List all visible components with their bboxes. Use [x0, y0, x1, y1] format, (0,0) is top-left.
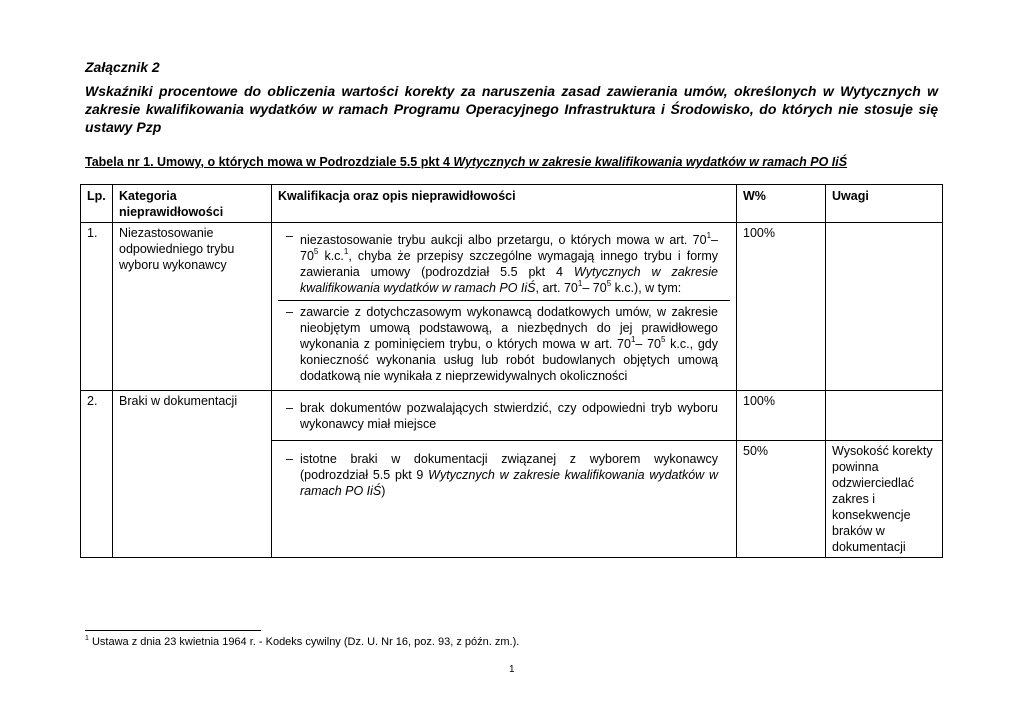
row2-sub2-weight: 50% — [737, 441, 826, 558]
table-caption — [85, 155, 847, 169]
row1-item1-f: – 70 — [582, 281, 607, 295]
header-qualification: Kwalifikacja oraz opis nieprawidłowości — [272, 185, 737, 223]
row1-weight: 100% — [737, 223, 826, 391]
row1-item2-c: k.c., gdy konieczność wykonania usług lub robót budowlanych objętych umową dodatkową nie wynikała z nieprzewidywalnych okoliczności — [300, 337, 718, 383]
row1-remarks — [826, 223, 943, 391]
header-remarks: Uwagi — [826, 185, 943, 223]
row2-sub2-b: ) — [381, 484, 386, 498]
row1-item1-e: , art. 70 — [535, 281, 578, 295]
superscript: 1 — [577, 279, 583, 288]
superscript: 1 — [630, 335, 636, 344]
dash-bullet: – — [286, 401, 293, 415]
page-number: 1 — [509, 664, 515, 675]
document-heading: Wskaźniki procentowe do obliczenia wartości korekty za naruszenia zasad zawierania umów, określonych w Wytycznych w zakresie kwalifikowania wydatków w ramach Programu Operacyjnego Infrastruktura i Środowisko, do których nie stosuje się ustawy Pzp — [85, 83, 938, 135]
header-weight: W% — [737, 185, 826, 223]
table-caption-prefix: Tabela nr 1. Umowy, o których mowa w Podrozdziale 5.5 pkt 4 — [85, 155, 454, 169]
footnote — [85, 636, 519, 648]
row2-sub2-qualification — [272, 441, 737, 558]
table-row — [81, 391, 943, 441]
row1-item2-b: – 70 — [635, 337, 661, 351]
row2-sub1-weight: 100% — [737, 391, 826, 441]
footnote-divider — [85, 630, 261, 631]
row2-category: Braki w dokumentacji — [113, 391, 272, 558]
row1-item1-italic: Wytycznych w zakresie kwalifikowania wydatków w ramach PO IiŚ — [300, 265, 718, 295]
row1-item1-b: – 70 — [300, 233, 718, 263]
row1-item1 — [278, 225, 730, 300]
row2-sub2-italic: Wytycznych w zakresie kwalifikowania wydatków w ramach PO IiŚ — [300, 468, 718, 498]
row1-item2-a: zawarcie z dotychczasowym wykonawcą dodatkowych umów, w zakresie nieobjętym umową podstawową, a niezbędnych do jej prawidłowego wykonania z pominięciem trybu, o których mowa w art. 70 — [300, 305, 718, 351]
footnote-text: Ustawa z dnia 23 kwietnia 1964 r. - Kodeks cywilny (Dz. U. Nr 16, poz. 93, z późn. zm.). — [88, 636, 520, 648]
row1-item1-text — [300, 232, 718, 296]
row1-item1-d: , chyba że przepisy szczególne wymagają innego trybu i formy zawierania umowy (podrozdział 5.5 pkt 4 — [300, 249, 718, 279]
row1-item1-c: k.c. — [318, 249, 344, 263]
superscript: 5 — [313, 247, 319, 256]
row2-sub2 — [278, 443, 730, 503]
footnote-ref[interactable]: 1 — [343, 247, 349, 256]
row1-qualification — [272, 223, 737, 391]
superscript: 5 — [660, 335, 666, 344]
annex-title: Załącznik 2 — [85, 59, 160, 75]
dash-bullet: – — [286, 305, 293, 319]
header-lp: Lp. — [81, 185, 113, 223]
row1-category: Niezastosowanie odpowiedniego trybu wyboru wykonawcy — [113, 223, 272, 391]
superscript: 5 — [606, 279, 612, 288]
row2-sub1-remarks — [826, 391, 943, 441]
row2-lp: 2. — [81, 391, 113, 558]
header-category: Kategoria nieprawidłowości — [113, 185, 272, 223]
row2-sub2-text — [300, 451, 718, 499]
table-header-row — [81, 185, 943, 223]
row1-item2 — [278, 300, 730, 388]
row1-item1-a: niezastosowanie trybu aukcji albo przetargu, o których mowa w art. 70 — [300, 233, 707, 247]
row1-item1-g: k.c.), w tym: — [611, 281, 682, 295]
row2-sub2-remarks: Wysokość korekty powinna odzwierciedlać zakres i konsekwencje braków w dokumentacji — [826, 441, 943, 558]
row1-lp: 1. — [81, 223, 113, 391]
row2-sub1-qualification — [272, 391, 737, 441]
table-row — [81, 223, 943, 391]
corrections-table — [80, 184, 943, 558]
row2-sub1 — [278, 393, 730, 438]
dash-bullet: – — [286, 452, 293, 466]
dash-bullet: – — [286, 229, 293, 243]
footnote-marker: 1 — [85, 635, 89, 642]
superscript: 1 — [706, 231, 712, 240]
row2-sub1-text: brak dokumentów pozwalających stwierdzić, czy odpowiedni tryb wyboru wykonawcy miał miejsce — [300, 401, 718, 431]
row1-item2-text — [300, 304, 718, 384]
table-caption-italic: Wytycznych w zakresie kwalifikowania wydatków w ramach PO IiŚ — [453, 155, 848, 169]
row2-sub2-a: istotne braki w dokumentacji związanej z wyborem wykonawcy (podrozdział 5.5 pkt 9 — [300, 452, 718, 482]
